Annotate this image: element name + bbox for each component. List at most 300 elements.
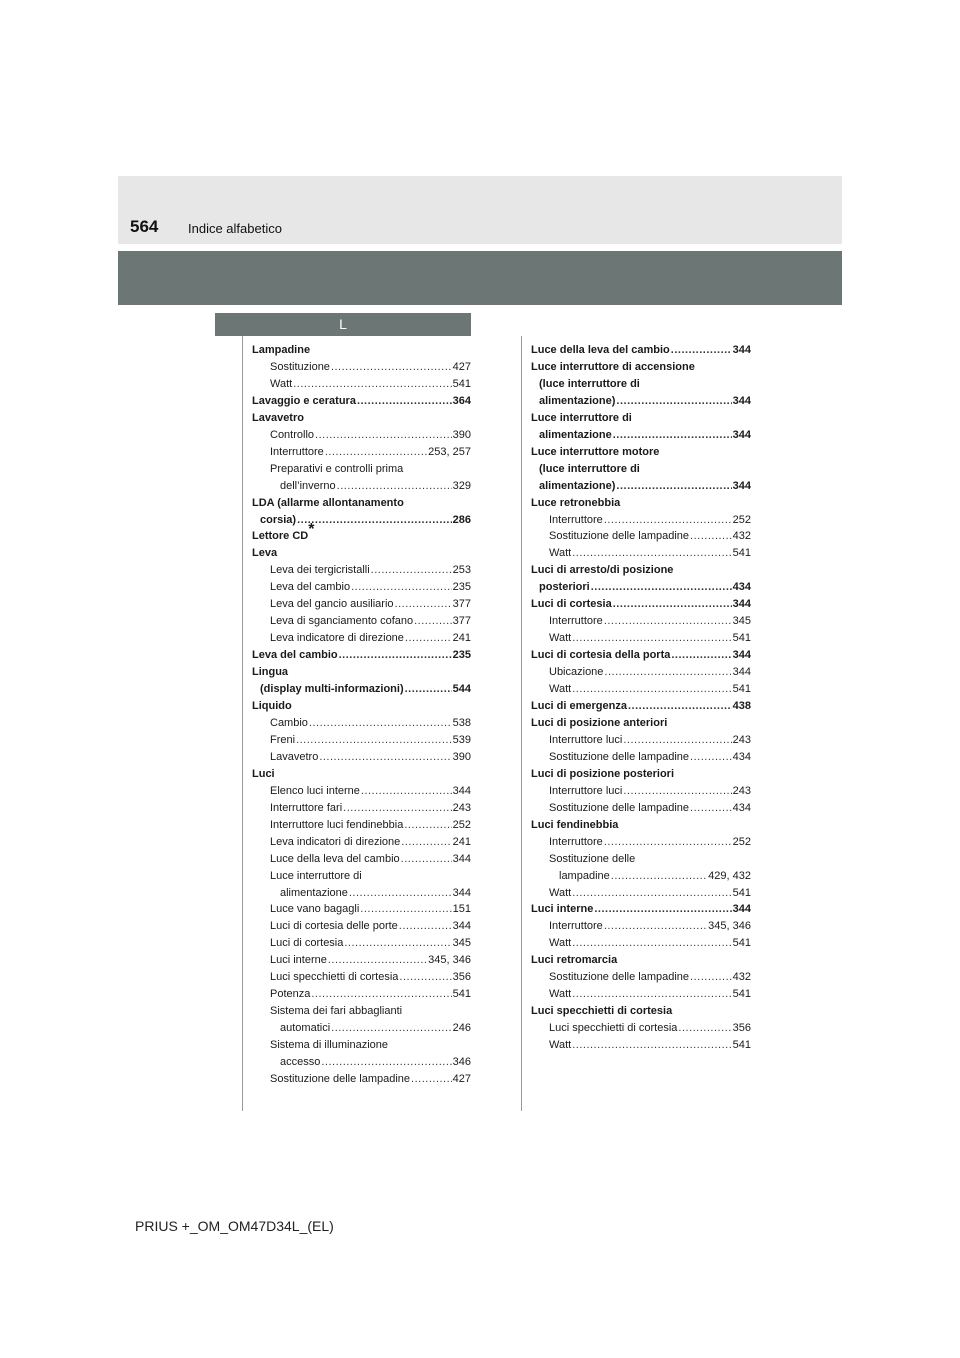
dot-leader (572, 1037, 731, 1054)
entry-page: 434 (732, 581, 751, 594)
index-entry (531, 359, 751, 376)
entry-term: Luce interruttore di accensione (531, 360, 695, 373)
entry-term: Lavavetro (252, 411, 304, 424)
index-entry (531, 376, 751, 393)
index-entry (252, 579, 471, 596)
index-entry (252, 461, 471, 478)
index-entry (252, 868, 471, 885)
dot-leader (343, 800, 452, 817)
index-entry (531, 495, 751, 512)
entry-term: Controllo (270, 428, 315, 441)
entry-term: Luci di posizione posteriori (531, 767, 675, 780)
entry-page: 377 (452, 598, 471, 611)
entry-page: 345, 346 (708, 920, 751, 933)
index-entry (531, 749, 751, 766)
entry-term: Interruttore (549, 835, 603, 848)
index-entry (531, 410, 751, 427)
dot-leader (371, 562, 452, 579)
entry-page: 541 (732, 683, 751, 696)
entry-page: 390 (452, 428, 471, 441)
entry-term: Watt (549, 683, 572, 696)
entry-term: Luci di arresto/di posizione (531, 564, 674, 577)
entry-page: 427 (452, 1072, 471, 1085)
entry-page: 344 (732, 598, 751, 611)
entry-page: 243 (452, 801, 471, 814)
index-entry (252, 918, 471, 935)
index-entry (531, 986, 751, 1003)
index-entry (252, 851, 471, 868)
entry-page: 253, 257 (428, 445, 471, 458)
entry-page: 151 (452, 903, 471, 916)
entry-page: 541 (732, 937, 751, 950)
index-entry (531, 935, 751, 952)
entry-page: 286 (452, 513, 471, 526)
entry-page: 344 (732, 666, 751, 679)
entry-page: 429, 432 (708, 869, 751, 882)
index-entry (531, 613, 751, 630)
index-entry (252, 647, 471, 664)
entry-page: 241 (452, 835, 471, 848)
index-entry (252, 885, 471, 902)
entry-term: Leva indicatori di direzione (270, 835, 401, 848)
dot-leader (613, 427, 732, 444)
page-number: 564 (130, 217, 159, 236)
index-entry (252, 444, 471, 461)
entry-term: Watt (270, 377, 293, 390)
entry-term: alimentazione) (539, 394, 616, 407)
dot-leader (572, 986, 731, 1003)
index-entry (252, 664, 471, 681)
dot-leader (401, 851, 452, 868)
entry-term: Luce vano bagagli (270, 903, 360, 916)
entry-page: 345 (732, 615, 751, 628)
dot-leader (678, 1020, 731, 1037)
index-entry (252, 732, 471, 749)
index-entry (252, 749, 471, 766)
dot-leader (405, 681, 452, 698)
footnote-asterisk: * (308, 520, 315, 538)
dot-leader (349, 885, 452, 902)
index-entry (531, 868, 751, 885)
entry-term: Luci di cortesia delle porte (270, 920, 398, 933)
entry-page: 541 (732, 988, 751, 1001)
index-entry (531, 1003, 751, 1020)
entry-page: 252 (732, 513, 751, 526)
entry-term: Sistema dei fari abbaglianti (270, 1005, 403, 1018)
index-entry (531, 834, 751, 851)
entry-term: Lampadine (252, 344, 311, 356)
index-entry (531, 817, 751, 834)
index-entry (531, 783, 751, 800)
index-entry (252, 342, 471, 359)
entry-term: alimentazione (539, 428, 612, 441)
entry-term: Leva di sganciamento cofano (270, 615, 414, 628)
entry-page: 364 (452, 394, 471, 407)
entry-term: Luci interne (531, 903, 594, 916)
dot-leader (572, 630, 731, 647)
left-column-divider (242, 336, 243, 1111)
dot-leader (321, 1054, 451, 1071)
dot-leader (309, 715, 452, 732)
entry-term: Sostituzione (270, 360, 330, 373)
index-entry (252, 512, 471, 529)
index-entry (252, 427, 471, 444)
entry-page: 243 (732, 733, 751, 746)
entry-page: 345 (452, 937, 471, 950)
index-entry (531, 715, 751, 732)
dot-leader (351, 579, 452, 596)
dot-leader (399, 969, 451, 986)
entry-term: Luci di emergenza (531, 700, 627, 713)
entry-page: 427 (452, 360, 471, 373)
entry-term: automatici (280, 1022, 331, 1035)
entry-term: Interruttore fari (270, 801, 343, 814)
dot-leader (604, 512, 732, 529)
index-entry (531, 647, 751, 664)
entry-term: (display multi-informazioni) (260, 683, 404, 696)
dot-leader (293, 376, 451, 393)
dot-leader (361, 783, 452, 800)
entry-page: 541 (732, 632, 751, 645)
index-entry (531, 596, 751, 613)
index-entry (531, 393, 751, 410)
entry-term: Luce della leva del cambio (531, 344, 670, 356)
entry-page: 344 (732, 479, 751, 492)
entry-term: Lingua (252, 666, 289, 679)
dot-leader (357, 393, 452, 410)
index-entry (252, 986, 471, 1003)
index-entry (252, 766, 471, 783)
entry-term: Sostituzione delle (549, 852, 636, 865)
index-entry (531, 766, 751, 783)
index-entry (531, 885, 751, 902)
index-entry (252, 901, 471, 918)
index-entry (252, 817, 471, 834)
entry-page: 377 (452, 615, 471, 628)
index-entry (531, 800, 751, 817)
entry-term: Watt (549, 988, 572, 1001)
index-entry (531, 969, 751, 986)
entry-term: Luce interruttore di (531, 411, 632, 424)
index-entry (531, 528, 751, 545)
entry-page: 344 (732, 649, 751, 662)
dot-leader (297, 512, 452, 529)
entry-page: 344 (732, 394, 751, 407)
index-entry (252, 1003, 471, 1020)
index-entry (252, 613, 471, 630)
dot-leader (404, 817, 451, 834)
index-entry (531, 562, 751, 579)
entry-page: 252 (732, 835, 751, 848)
entry-term: Lavavetro (270, 750, 319, 763)
index-entry (252, 1037, 471, 1054)
entry-term: Luce interruttore di (270, 869, 362, 882)
dot-leader (344, 935, 451, 952)
dot-leader (690, 969, 732, 986)
dot-leader (401, 834, 451, 851)
entry-term: Interruttore (549, 513, 603, 526)
entry-term: Elenco luci interne (270, 784, 360, 797)
entry-page: 434 (732, 750, 751, 763)
index-column-left (252, 342, 471, 1088)
index-entry (252, 495, 471, 512)
dot-leader (613, 596, 732, 613)
index-entry (531, 427, 751, 444)
dot-leader (604, 613, 732, 630)
dot-leader (411, 1071, 452, 1088)
entry-term: Potenza (270, 988, 311, 1001)
entry-term: Lettore CD (252, 530, 309, 543)
index-entry (252, 935, 471, 952)
dot-leader (331, 359, 452, 376)
entry-term: Interruttore (549, 615, 603, 628)
index-entry (531, 732, 751, 749)
dot-leader (690, 800, 732, 817)
dot-leader (395, 596, 452, 613)
index-entry (252, 715, 471, 732)
dot-leader (604, 664, 731, 681)
entry-page: 344 (452, 920, 471, 933)
dot-leader (623, 783, 731, 800)
dot-leader (337, 478, 452, 495)
entry-term: Lavaggio e ceratura (252, 394, 356, 407)
entry-page: 538 (452, 716, 471, 729)
dot-leader (572, 545, 731, 562)
entry-page: 243 (732, 784, 751, 797)
dot-leader (572, 935, 731, 952)
entry-term: lampadine (559, 869, 610, 882)
entry-term: Leva indicatore di direzione (270, 632, 404, 645)
entry-term: (luce interruttore di (539, 462, 640, 475)
dot-leader (319, 749, 451, 766)
index-entry (531, 342, 751, 359)
entry-page: 390 (452, 750, 471, 763)
entry-page: 344 (452, 886, 471, 899)
entry-term: Luce della leva del cambio (270, 852, 400, 865)
entry-page: 346 (452, 1056, 471, 1069)
index-entry (252, 545, 471, 562)
entry-term: Watt (549, 1039, 572, 1052)
index-entry (252, 1020, 471, 1037)
index-entry (531, 579, 751, 596)
index-entry (252, 698, 471, 715)
entry-term: Freni (270, 733, 296, 746)
dot-leader (315, 427, 452, 444)
entry-page: 541 (452, 377, 471, 390)
entry-term: Liquido (252, 700, 292, 713)
entry-page: 438 (732, 700, 751, 713)
dot-leader (405, 630, 452, 647)
dot-leader (604, 918, 707, 935)
entry-page: 432 (732, 530, 751, 543)
index-entry (252, 410, 471, 427)
index-entry (531, 698, 751, 715)
entry-term: Leva dei tergicristalli (270, 564, 370, 577)
dot-leader (623, 732, 731, 749)
right-column-divider (521, 336, 522, 1111)
entry-page: 235 (452, 581, 471, 594)
entry-term: Leva del cambio (252, 649, 338, 662)
index-entry (252, 1071, 471, 1088)
index-entry (252, 681, 471, 698)
entry-page: 544 (452, 683, 471, 696)
entry-term: (luce interruttore di (539, 377, 640, 390)
index-column-right (531, 342, 751, 1054)
entry-term: Interruttore (270, 445, 324, 458)
entry-page: 434 (732, 801, 751, 814)
entry-term: Sostituzione delle lampadine (549, 530, 690, 543)
entry-term: accesso (280, 1056, 321, 1069)
dot-leader (325, 444, 427, 461)
index-entry (252, 562, 471, 579)
index-entry (252, 630, 471, 647)
dot-leader (604, 834, 732, 851)
entry-term: Interruttore (549, 920, 603, 933)
index-entry (252, 800, 471, 817)
dot-leader (594, 901, 731, 918)
index-entry (252, 1054, 471, 1071)
entry-term: Watt (549, 937, 572, 950)
dot-leader (591, 579, 732, 596)
entry-term: corsia) (260, 513, 297, 526)
entry-page: 541 (452, 988, 471, 1001)
entry-term: Watt (549, 632, 572, 645)
entry-term: Luci di cortesia (531, 598, 612, 611)
dot-leader (628, 698, 732, 715)
entry-term: posteriori (539, 581, 590, 594)
entry-term: Watt (549, 886, 572, 899)
entry-term: Leva del cambio (270, 581, 351, 594)
index-entry (531, 444, 751, 461)
entry-page: 344 (452, 852, 471, 865)
entry-term: LDA (allarme allontanamento (252, 496, 404, 509)
dot-leader (328, 952, 427, 969)
entry-page: 241 (452, 632, 471, 645)
dot-leader (360, 901, 451, 918)
entry-term: Interruttore luci fendinebbia (270, 818, 404, 831)
index-entry (531, 851, 751, 868)
index-entry (531, 545, 751, 562)
entry-term: Sostituzione delle lampadine (549, 971, 690, 984)
index-entry (531, 461, 751, 478)
entry-term: Leva del gancio ausiliario (270, 598, 394, 611)
entry-term: Leva (252, 547, 278, 560)
index-entry (531, 918, 751, 935)
entry-page: 541 (732, 547, 751, 560)
entry-term: Watt (549, 547, 572, 560)
index-entry (252, 478, 471, 495)
index-entry (531, 664, 751, 681)
entry-page: 329 (452, 479, 471, 492)
entry-term: Ubicazione (549, 666, 604, 679)
dot-leader (339, 647, 452, 664)
document-code: PRIUS +_OM_OM47D34L_(EL) (135, 1218, 334, 1234)
entry-term: alimentazione) (539, 479, 616, 492)
index-entry (531, 952, 751, 969)
dot-leader (671, 342, 732, 359)
entry-term: Luci fendinebbia (531, 818, 619, 831)
dot-leader (572, 681, 731, 698)
entry-page: 344 (732, 344, 751, 356)
dot-leader (671, 647, 731, 664)
section-title: Indice alfabetico (188, 221, 282, 236)
entry-term: Luci interne (270, 954, 327, 967)
entry-term: Luci specchietti di cortesia (270, 971, 399, 984)
dot-leader (690, 749, 732, 766)
entry-term: Sistema di illuminazione (270, 1039, 388, 1052)
entry-page: 235 (452, 649, 471, 662)
dot-leader (414, 613, 452, 630)
index-entry (252, 520, 471, 545)
entry-term: Preparativi e controlli prima (270, 462, 404, 475)
entry-term: Luce retronebbia (531, 496, 621, 509)
entry-term: Sostituzione delle lampadine (549, 801, 690, 814)
dot-leader (296, 732, 452, 749)
dot-leader (690, 528, 732, 545)
dot-leader (616, 393, 731, 410)
dot-leader (572, 885, 731, 902)
entry-page: 344 (732, 428, 751, 441)
entry-term: Luce interruttore motore (531, 445, 660, 458)
entry-term: Cambio (270, 716, 308, 729)
index-entry (252, 376, 471, 393)
entry-term: Luci specchietti di cortesia (549, 1022, 678, 1035)
entry-page: 344 (452, 784, 471, 797)
header-dark-band (118, 251, 842, 305)
dot-leader (611, 868, 707, 885)
dot-leader (616, 478, 731, 495)
dot-leader (399, 918, 452, 935)
entry-term: Luci (252, 767, 275, 780)
entry-page: 344 (732, 903, 751, 916)
entry-page: 541 (732, 886, 751, 899)
entry-term: Interruttore luci (549, 784, 623, 797)
entry-term: Sostituzione delle lampadine (270, 1072, 411, 1085)
entry-page: 345, 346 (428, 954, 471, 967)
entry-page: 541 (732, 1039, 751, 1052)
entry-term: Luci specchietti di cortesia (531, 1005, 673, 1018)
index-entry (252, 596, 471, 613)
index-entry (531, 901, 751, 918)
entry-page: 432 (732, 971, 751, 984)
index-entry (252, 969, 471, 986)
entry-term: alimentazione (280, 886, 348, 899)
entry-page: 252 (452, 818, 471, 831)
entry-term: Interruttore luci (549, 733, 623, 746)
index-entry (531, 630, 751, 647)
index-entry (252, 359, 471, 376)
entry-term: Sostituzione delle lampadine (549, 750, 690, 763)
index-entry (252, 393, 471, 410)
entry-term: Luci di cortesia della porta (531, 649, 671, 662)
entry-term: Luci retromarcia (531, 954, 618, 967)
index-entry (252, 834, 471, 851)
entry-term: dell’inverno (280, 479, 336, 492)
index-entry (531, 1020, 751, 1037)
index-letter-heading: L (215, 313, 471, 336)
dot-leader (331, 1020, 452, 1037)
index-entry (531, 478, 751, 495)
entry-page: 356 (452, 971, 471, 984)
entry-page: 539 (452, 733, 471, 746)
index-entry (252, 783, 471, 800)
entry-term: Luci di cortesia (270, 937, 344, 950)
index-entry (531, 512, 751, 529)
entry-term: Luci di posizione anteriori (531, 716, 668, 729)
entry-page: 246 (452, 1022, 471, 1035)
index-entry (531, 681, 751, 698)
index-entry (531, 1037, 751, 1054)
